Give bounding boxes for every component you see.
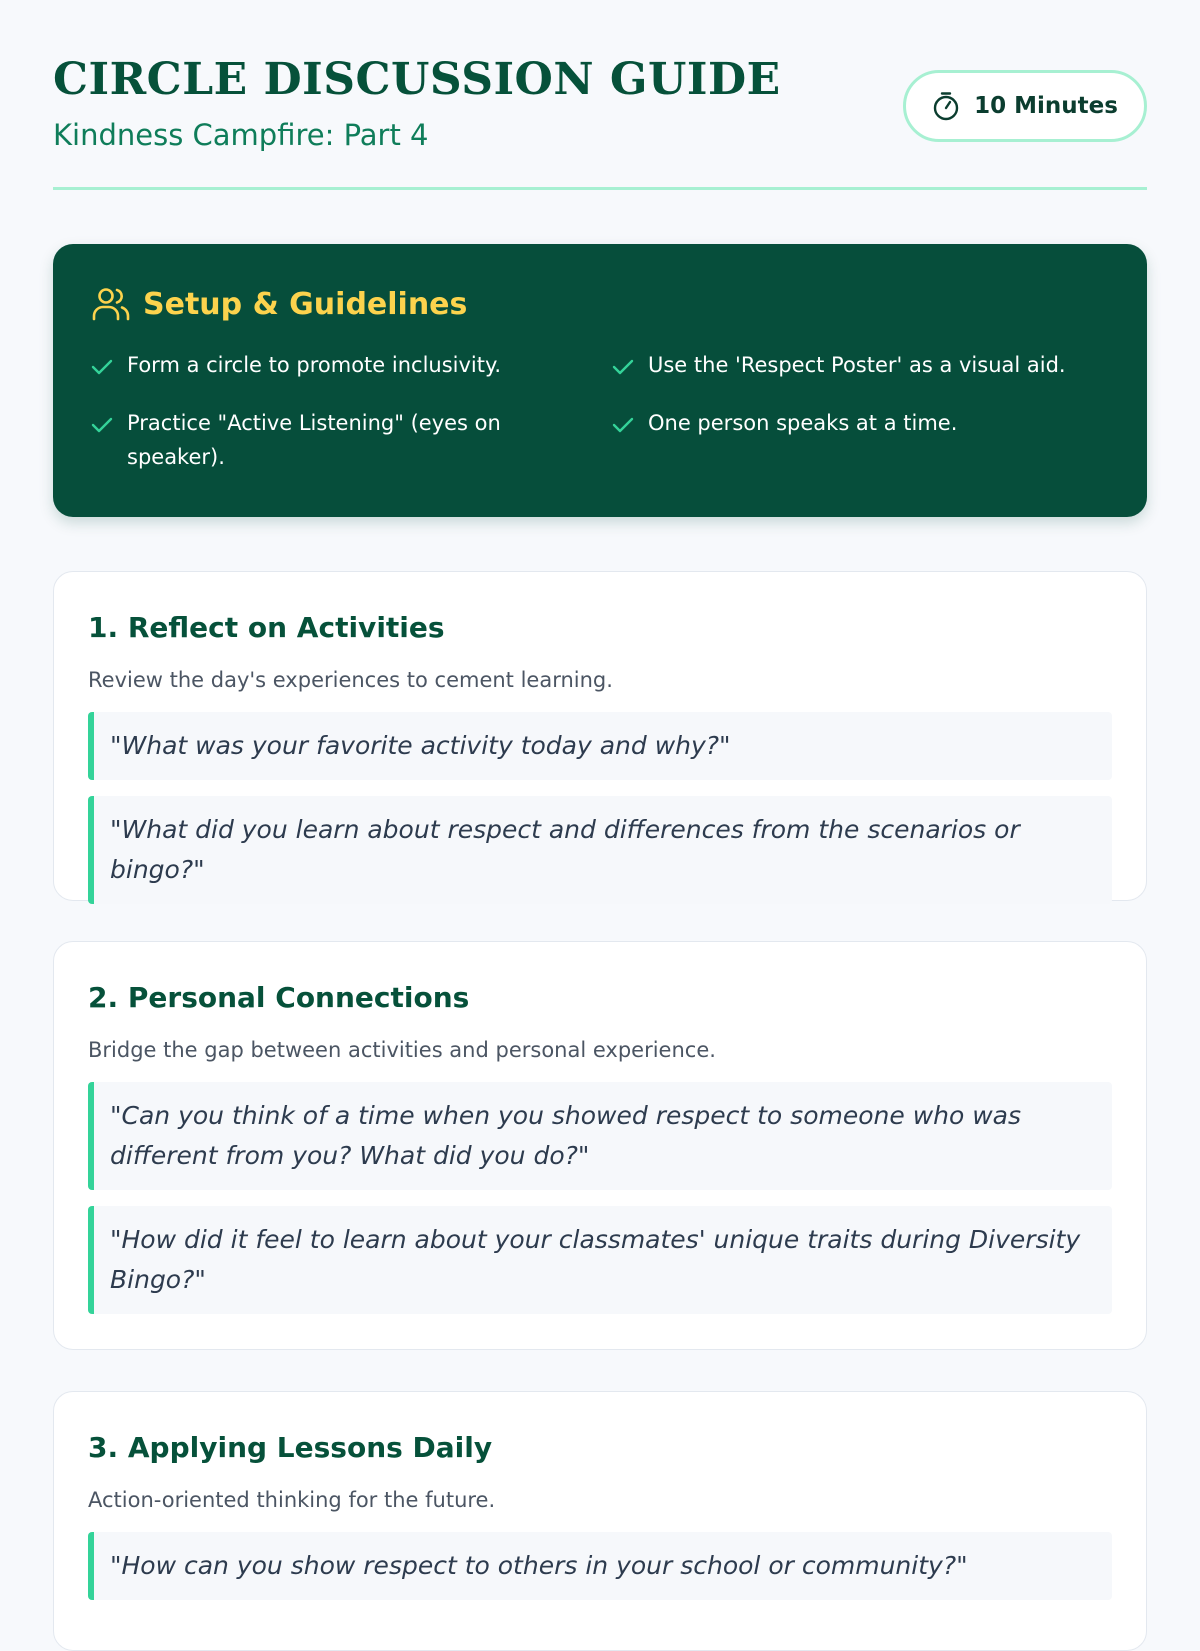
discussion-question: "What was your favorite activity today and why?"	[88, 712, 1112, 780]
duration-label: 10 Minutes	[974, 93, 1118, 119]
section-title: 2. Personal Connections	[88, 981, 470, 1014]
guideline-text: Form a circle to promote inclusivity.	[127, 353, 502, 377]
guideline-item	[612, 348, 1109, 382]
section-description: Review the day's experiences to cement learning.	[88, 668, 613, 693]
discussion-question: "Can you think of a time when you showed respect to someone who was different from you? What did you do?"	[88, 1082, 1112, 1190]
duration-badge	[903, 70, 1147, 142]
section-title: 1. Reflect on Activities	[88, 611, 445, 644]
setup-title: Setup & Guidelines	[143, 286, 468, 322]
guideline-text: One person speaks at a time.	[648, 411, 958, 435]
guideline-text: Use the 'Respect Poster' as a visual aid.	[648, 353, 1066, 377]
guideline-item	[91, 406, 612, 474]
check-icon	[91, 406, 113, 433]
section-title: 3. Applying Lessons Daily	[88, 1431, 493, 1464]
section-description: Action-oriented thinking for the future.	[88, 1488, 496, 1513]
page-subtitle: Kindness Campfire: Part 4	[53, 118, 429, 152]
check-icon	[91, 348, 113, 375]
setup-header	[91, 286, 467, 322]
page-title: CIRCLE DISCUSSION GUIDE	[53, 54, 781, 105]
page-header	[53, 0, 1147, 190]
discussion-question: "What did you learn about respect and differences from the scenarios or bingo?"	[88, 796, 1112, 904]
guideline-text: Practice "Active Listening" (eyes on speaker).	[127, 411, 501, 469]
section-card-personal	[53, 941, 1147, 1350]
setup-guidelines-card	[53, 244, 1147, 517]
guidelines-list	[91, 348, 1109, 474]
section-card-applying	[53, 1391, 1147, 1651]
users-icon	[91, 286, 131, 322]
section-description: Bridge the gap between activities and personal experience.	[88, 1038, 716, 1063]
timer-icon	[932, 91, 960, 121]
check-icon	[612, 406, 634, 433]
check-icon	[612, 348, 634, 375]
guideline-item	[91, 348, 612, 382]
discussion-question: "How can you show respect to others in your school or community?"	[88, 1532, 1112, 1600]
section-card-reflect	[53, 571, 1147, 901]
guideline-item	[612, 406, 1109, 474]
discussion-question: "How did it feel to learn about your classmates' unique traits during Diversity Bingo?"	[88, 1206, 1112, 1314]
